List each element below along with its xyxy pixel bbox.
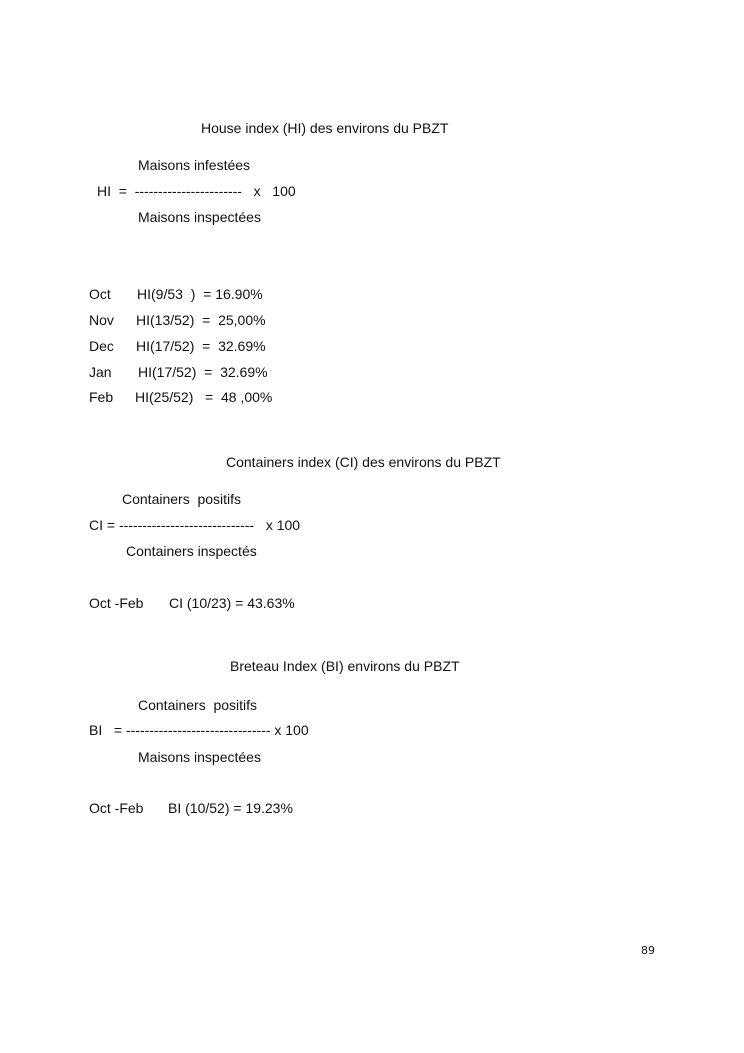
- bi-formula: BI = ------------------------------- x 100: [89, 722, 309, 738]
- hi-row-calc: HI(17/52) = 32.69%: [136, 338, 266, 354]
- hi-row-month: Jan: [89, 364, 112, 380]
- hi-denominator: Maisons inspectées: [138, 209, 261, 225]
- hi-row-calc: HI(25/52) = 48 ,00%: [135, 389, 273, 405]
- hi-title: House index (HI) des environs du PBZT: [201, 120, 449, 136]
- bi-title: Breteau Index (BI) environs du PBZT: [230, 658, 460, 674]
- hi-row-month: Nov: [89, 312, 114, 328]
- hi-formula: HI = ----------------------- x 100: [97, 183, 296, 199]
- page-number: 89: [641, 944, 655, 957]
- hi-row-month: Dec: [89, 338, 114, 354]
- hi-row-calc: HI(17/52) = 32.69%: [138, 364, 268, 380]
- ci-result-period: Oct -Feb: [89, 595, 144, 611]
- bi-numerator: Containers positifs: [138, 697, 258, 713]
- ci-denominator: Containers inspectés: [126, 543, 257, 559]
- ci-title: Containers index (CI) des environs du PBZT: [226, 454, 501, 470]
- ci-formula: CI = ----------------------------- x 100: [89, 517, 301, 533]
- hi-row-month: Feb: [89, 389, 114, 405]
- hi-row-calc: HI(13/52) = 25,00%: [136, 312, 266, 328]
- ci-result: CI (10/23) = 43.63%: [169, 595, 295, 611]
- ci-numerator: Containers positifs: [122, 491, 242, 507]
- hi-row-month: Oct: [89, 286, 111, 302]
- hi-numerator: Maisons infestées: [138, 157, 251, 173]
- bi-result-period: Oct -Feb: [89, 800, 144, 816]
- bi-result: BI (10/52) = 19.23%: [168, 800, 293, 816]
- bi-denominator: Maisons inspectées: [138, 749, 261, 765]
- hi-row-calc: HI(9/53 ) = 16.90%: [137, 286, 263, 302]
